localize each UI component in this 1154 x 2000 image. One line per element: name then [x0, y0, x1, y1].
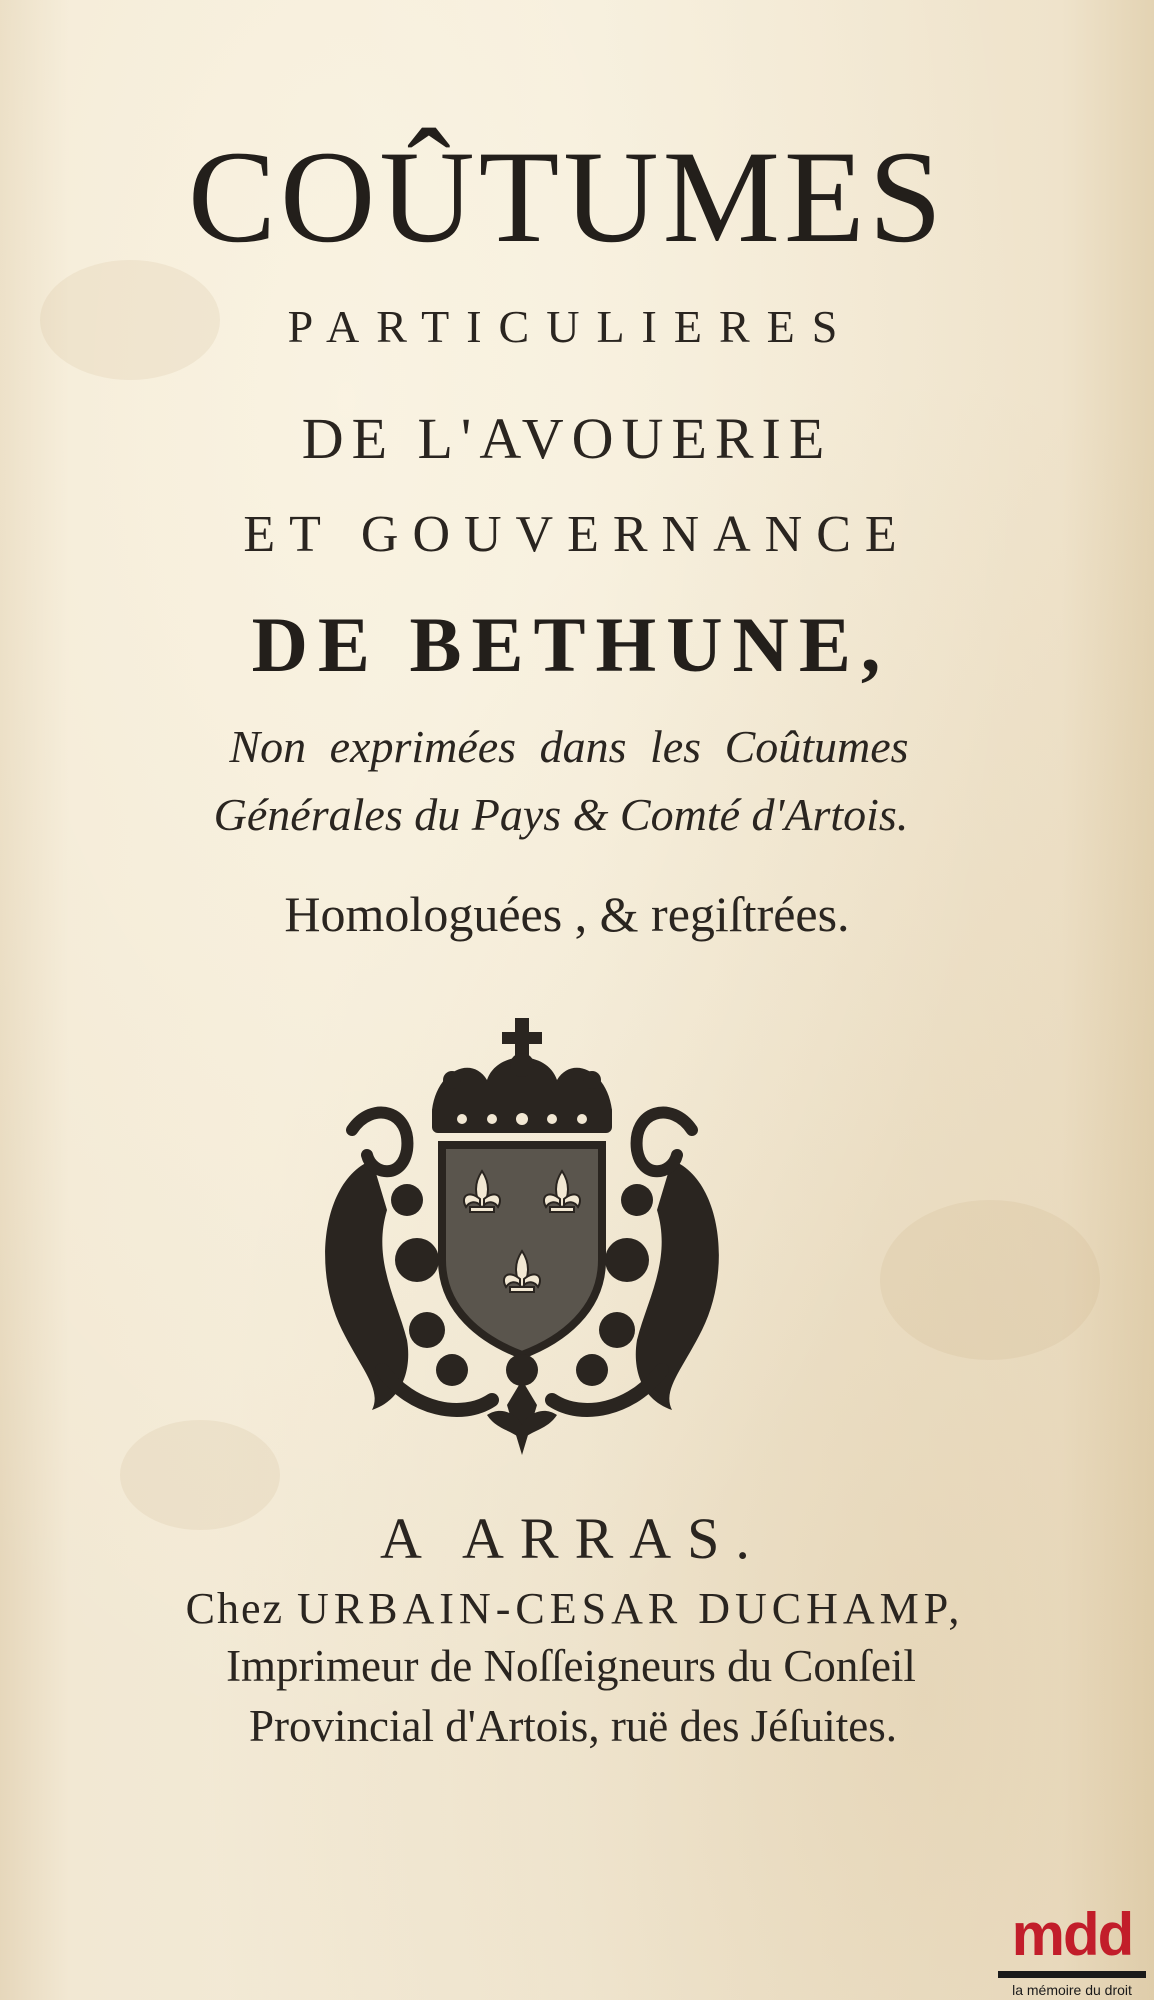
mdd-logo-tagline: la mémoire du droit — [1012, 1982, 1132, 1998]
title-line-particulieres: PARTICULIERES — [287, 301, 855, 352]
title-line-bethune: DE BETHUNE, — [251, 601, 891, 688]
paper-stain — [880, 1200, 1100, 1360]
mdd-logo-bar — [998, 1971, 1146, 1978]
imprint-chez: Chez — [185, 1584, 285, 1633]
mdd-logo-word: mdd — [1011, 1901, 1133, 1968]
main-title: COÛTUMES — [187, 123, 947, 270]
imprint-printer-line — [0, 1583, 1152, 1634]
subtitle-italic-line-2: Générales du Pays & Comté d'Artois. — [213, 789, 909, 840]
imprint-printer-name: URBAIN-CESAR DUCHAMP, — [297, 1584, 965, 1633]
royal-coat-of-arms-icon — [312, 1010, 732, 1460]
imprint-line-provincial: Provincial d'Artois, ruë des Jéſuites. — [249, 1701, 897, 1751]
homologation-line: Homologuées , & regiſtrées. — [284, 886, 850, 942]
title-line-avouerie: DE L'AVOUERIE — [301, 406, 833, 471]
subtitle-italic-line-1: Non exprimées dans les Coûtumes — [229, 721, 909, 772]
mdd-logo — [992, 1901, 1152, 2000]
imprint-line-imprimeur: Imprimeur de Noſſeigneurs du Conſeil — [226, 1641, 916, 1691]
title-line-gouvernance: ET GOUVERNANCE — [243, 506, 911, 563]
imprint-place: A ARRAS. — [380, 1506, 766, 1571]
